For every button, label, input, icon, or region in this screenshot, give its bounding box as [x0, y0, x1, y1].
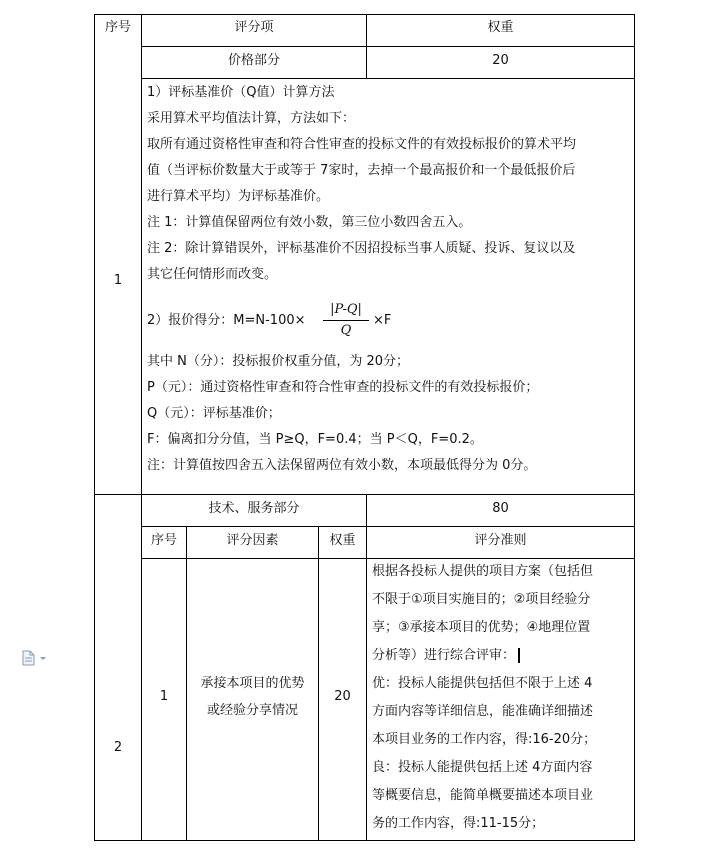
price-title: 价格部分: [227, 53, 280, 68]
price-line-3: 取所有通过资格性审查和符合性审查的投标文件的有效投标报价的算术平均: [147, 137, 577, 152]
sub-item-factor-1: 承接本项目的优势: [200, 676, 305, 691]
price-note-1: 注 1：计算值保留两位有效小数，第三位小数四舍五入。: [147, 215, 472, 230]
formula-fraction-bar: [323, 320, 369, 321]
formula-prefix: 2）报价得分：M=N-100×: [147, 313, 306, 328]
tech-weight: 80: [492, 501, 509, 516]
price-method-text: [147, 80, 576, 288]
criteria-line-8: 良：投标人能提供包括上述 4方面内容: [372, 760, 593, 775]
formula-fraction: [323, 302, 369, 339]
def-p: P（元）：通过资格性审查和符合性审查的投标文件的有效投标报价；: [147, 380, 539, 395]
def-n: 其中 N（分）：投标报价权重分值，为 20分；: [147, 354, 410, 369]
header-no: 序号: [104, 20, 131, 35]
text-cursor: [518, 648, 520, 663]
price-line-2: 采用算术平均值法计算，方法如下：: [147, 111, 356, 126]
border-bottom: [94, 840, 635, 841]
sub-header-criteria: 评分准则: [474, 533, 527, 548]
price-line-1: 1）评标基准价（Q值）计算方法: [147, 85, 335, 100]
price-line-4: 值（当评标价数量大于或等于 7家时，去掉一个最高报价和一个最低报价后: [147, 163, 576, 178]
sub-item-no: 1: [159, 689, 169, 704]
row-divider-price-title: [141, 78, 635, 79]
criteria-line-3: 享；③承接本项目的优势；④地理位置: [372, 620, 591, 635]
tech-title: 技术、服务部分: [208, 501, 300, 516]
sub-item-weight: 20: [334, 689, 351, 704]
border-right: [634, 14, 635, 841]
price-weight: 20: [492, 53, 509, 68]
criteria-line-6: 方面内容等详细信息，能准确详细描述: [372, 704, 594, 719]
col-divider-no: [141, 14, 142, 841]
header-item: 评分项: [234, 20, 274, 35]
price-final-note: 注：计算值按四舍五入法保留两位有效小数，本项最低得分为 0分。: [147, 458, 537, 473]
row-number-1: 1: [113, 273, 123, 288]
border-left: [94, 14, 95, 841]
def-f: F：偏离扣分分值，当 P≥Q，F=0.4；当 P＜Q，F=0.2。: [147, 432, 483, 447]
criteria-line-10: 务的工作内容，得:11-15分；: [372, 816, 545, 831]
sub-header-weight: 权重: [329, 533, 356, 548]
col-divider-sub-factor: [318, 526, 319, 841]
criteria-line-9: 等概要信息，能简单概要描述本项目业: [372, 788, 594, 803]
price-definitions-text: [147, 349, 538, 479]
document-icon[interactable]: [22, 650, 36, 666]
formula-numerator: |P-Q|: [330, 302, 362, 317]
formula-suffix: ×F: [373, 313, 392, 328]
criteria-line-4-text: 分析等）进行综合评审：: [372, 648, 516, 663]
def-q: Q（元）：评标基准价；: [147, 406, 281, 421]
header-weight: 权重: [487, 20, 514, 35]
row-divider-section2: [94, 494, 635, 495]
criteria-line-4: [372, 642, 596, 670]
criteria-line-2: 不限于①项目实施目的；②项目经验分: [372, 592, 591, 607]
criteria-line-1: 根据各投标人提供的项目方案（包括但: [372, 564, 594, 579]
sub-header-no: 序号: [150, 533, 177, 548]
criteria-line-7: 本项目业务的工作内容，得:16-20分；: [372, 732, 597, 747]
price-line-5: 进行算术平均）为评标基准价。: [147, 189, 330, 204]
criteria-text: [372, 558, 596, 838]
sub-item-factor-2: 或经验分享情况: [206, 703, 298, 718]
criteria-line-5: 优：投标人能提供包括但不限于上述 4: [372, 676, 593, 691]
price-note-2: 注 2：除计算错误外，评标基准价不因招投标当事人质疑、投诉、复议以及: [147, 241, 576, 256]
row-number-2: 2: [113, 740, 123, 755]
price-note-2-cont: 其它任何情形而改变。: [147, 267, 278, 282]
row-divider-header: [141, 46, 635, 47]
formula-denominator: Q: [340, 323, 352, 338]
row-divider-tech-title: [141, 526, 635, 527]
sub-header-factor: 评分因素: [226, 533, 279, 548]
border-top: [94, 14, 635, 15]
